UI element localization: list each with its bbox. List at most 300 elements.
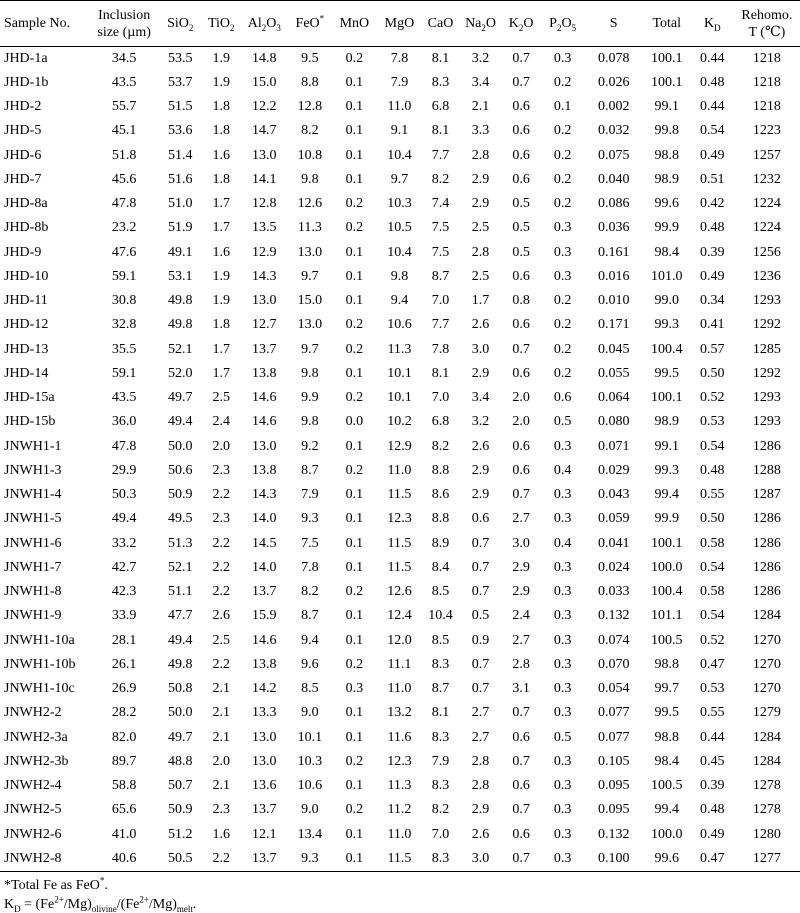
cell-mgo: 10.1: [387, 390, 412, 406]
cell-sample: JHD-8b: [4, 220, 49, 236]
cell-s: 0.024: [597, 559, 630, 575]
cell-cao: 8.3: [421, 847, 459, 871]
cell-rehomo-t: 1285: [752, 341, 781, 357]
cell-tio2: 2.2: [212, 535, 230, 551]
cell-al2o3: 12.7: [252, 317, 277, 333]
cell-feo: 9.2: [301, 438, 319, 454]
cell-sample: JNWH1-10c: [4, 681, 75, 697]
cell-rehomo-t: 1218: [752, 50, 781, 66]
cell-p2o5: 0.3: [553, 608, 572, 624]
cell-s: 0.132: [597, 826, 630, 842]
cell-na2o: 2.9: [471, 462, 490, 478]
cell-inclusion-size: 36.0: [111, 414, 137, 430]
cell-tio2: 1.9: [212, 293, 230, 309]
header-k2o-text2: O: [523, 16, 534, 31]
cell-s: 0.045: [597, 341, 630, 357]
cell-cao: 8.1: [431, 365, 450, 381]
cell-na2o: 3.2: [471, 414, 490, 430]
cell-cao: 10.4: [428, 608, 453, 624]
cell-feo: 9.0: [301, 802, 319, 818]
cell-total: 99.9: [654, 220, 679, 236]
cell-k2o: 2.9: [512, 559, 530, 575]
header-mgo: MgO: [377, 1, 421, 47]
cell-feo: 10.8: [297, 147, 323, 163]
cell-s: 0.077: [597, 705, 630, 721]
cell-p2o5: 0.3: [541, 847, 585, 871]
header-k2o: [502, 1, 541, 47]
cell-rehomo-t: 1284: [752, 608, 781, 624]
cell-na2o: 2.8: [471, 753, 490, 769]
cell-mgo: 12.9: [387, 438, 412, 454]
header-na2o: [460, 1, 502, 47]
cell-k2o: 0.7: [512, 341, 530, 357]
cell-inclusion-size: 82.0: [111, 729, 137, 745]
footnote-feo-sup: *: [99, 874, 105, 885]
cell-al2o3: 14.2: [252, 681, 277, 697]
cell-sio2: 51.3: [167, 535, 193, 551]
footnote-kd-mid2: /(Fe: [116, 896, 140, 912]
cell-sio2: 50.9: [167, 802, 193, 818]
header-p2o5-text2: O: [561, 16, 572, 31]
cell-sio2: 53.1: [167, 268, 193, 284]
cell-total: 98.8: [654, 729, 679, 745]
cell-kd: 0.52: [700, 390, 725, 406]
cell-tio2: 2.5: [212, 632, 230, 648]
cell-cao: 8.2: [431, 802, 450, 818]
cell-kd: 0.44: [700, 729, 725, 745]
cell-inclusion-size: 40.6: [90, 847, 158, 871]
cell-sio2: 50.9: [167, 487, 193, 503]
cell-al2o3: 13.0: [252, 293, 277, 309]
cell-kd: 0.45: [700, 753, 725, 769]
cell-k2o: 0.6: [512, 365, 530, 381]
footnote-kd-sup2: 2+: [139, 893, 149, 904]
cell-al2o3: 15.9: [252, 608, 277, 624]
cell-k2o: 0.7: [512, 74, 530, 90]
table-row: [0, 556, 800, 580]
cell-mno: 0.1: [345, 487, 364, 503]
cell-tio2: 2.4: [212, 414, 230, 430]
cell-p2o5: 0.5: [553, 414, 572, 430]
cell-feo: 15.0: [297, 293, 323, 309]
cell-mno: 0.2: [345, 656, 364, 672]
cell-na2o: 2.8: [471, 147, 490, 163]
cell-feo: 9.5: [301, 50, 319, 66]
cell-rehomo-t: 1292: [752, 317, 781, 333]
cell-mgo: 7.8: [390, 50, 409, 66]
table-row: [0, 410, 800, 434]
cell-k2o: 2.7: [512, 632, 530, 648]
cell-tio2: 2.2: [212, 559, 230, 575]
cell-tio2: 1.7: [212, 365, 230, 381]
cell-inclusion-size: 45.6: [111, 171, 137, 187]
cell-k2o: 2.9: [512, 584, 530, 600]
cell-s: 0.043: [597, 487, 630, 503]
header-p2o5-text: P: [549, 16, 557, 31]
cell-k2o: 0.6: [512, 171, 530, 187]
cell-mgo: 11.5: [387, 535, 412, 551]
cell-sample: JNWH2-4: [4, 778, 62, 794]
header-na2o-sub: 2: [481, 22, 486, 33]
cell-total: 101.0: [650, 268, 683, 284]
cell-rehomo-t: 1292: [752, 365, 781, 381]
cell-cao: 7.0: [431, 390, 450, 406]
table-row: [0, 823, 800, 847]
cell-sio2: 52.1: [167, 341, 193, 357]
cell-total: 99.3: [654, 462, 679, 478]
footnote-kd-end: .: [192, 896, 197, 912]
cell-mgo: 11.2: [387, 802, 412, 818]
cell-rehomo-t: 1223: [752, 123, 781, 139]
cell-s: 0.002: [597, 99, 630, 115]
header-al2o3-text2: O: [266, 16, 277, 31]
cell-cao: 7.9: [431, 753, 450, 769]
cell-rehomo-t: 1277: [734, 847, 800, 871]
cell-mgo: 10.5: [387, 220, 412, 236]
cell-kd: 0.47: [691, 847, 734, 871]
cell-total: 99.3: [654, 317, 679, 333]
cell-sio2: 53.5: [167, 50, 193, 66]
cell-al2o3: 14.1: [252, 171, 277, 187]
cell-inclusion-size: 47.8: [111, 438, 137, 454]
footnote-kd-mid: /Mg): [63, 896, 92, 912]
cell-feo: 9.9: [301, 390, 319, 406]
cell-inclusion-size: 33.9: [111, 608, 137, 624]
footnote-feo-end: .: [104, 877, 108, 893]
cell-inclusion-size: 43.5: [111, 390, 137, 406]
cell-mgo: 10.2: [387, 414, 412, 430]
cell-rehomo-t: 1224: [752, 220, 781, 236]
cell-sio2: 51.0: [167, 196, 193, 212]
cell-s: 0.095: [597, 778, 630, 794]
cell-mgo: 9.8: [390, 268, 409, 284]
cell-al2o3: 12.8: [252, 196, 277, 212]
cell-tio2: 1.7: [212, 196, 230, 212]
cell-feo: 8.2: [301, 584, 319, 600]
cell-sample: JNWH1-10a: [4, 632, 75, 648]
cell-inclusion-size: 34.5: [111, 50, 137, 66]
cell-s: 0.032: [597, 123, 630, 139]
cell-total: 98.8: [654, 147, 679, 163]
cell-sio2: 53.6: [167, 123, 193, 139]
cell-sample: JNWH2-2: [4, 705, 62, 721]
cell-sample: JHD-14: [4, 365, 49, 381]
header-feo: [288, 1, 331, 47]
cell-sio2: 50.6: [167, 462, 193, 478]
cell-inclusion-size: 59.1: [111, 268, 137, 284]
cell-al2o3: 14.0: [252, 511, 277, 527]
cell-tio2: 1.8: [212, 99, 230, 115]
cell-k2o: 3.0: [512, 535, 530, 551]
cell-feo: 7.9: [301, 487, 319, 503]
cell-k2o: 0.6: [512, 317, 530, 333]
cell-rehomo-t: 1286: [752, 584, 781, 600]
cell-al2o3: 13.0: [252, 147, 277, 163]
cell-tio2: 2.2: [212, 656, 230, 672]
footnote-kd-eq: = (Fe: [20, 896, 55, 912]
header-al2o3-sub1: 2: [261, 22, 267, 33]
cell-na2o: 2.5: [471, 220, 490, 236]
cell-mno: 0.1: [345, 705, 364, 721]
cell-total: 99.0: [654, 293, 679, 309]
footnote-kd-k: K: [4, 896, 15, 912]
table-row: [0, 47, 800, 71]
cell-tio2: 2.2: [202, 847, 240, 871]
cell-mgo: 12.3: [387, 753, 412, 769]
cell-sio2: 49.4: [167, 632, 193, 648]
cell-s: 0.059: [597, 511, 630, 527]
cell-cao: 7.4: [431, 196, 450, 212]
cell-total: 100.4: [650, 341, 683, 357]
cell-inclusion-size: 35.5: [111, 341, 137, 357]
header-mno: MnO: [331, 1, 377, 47]
cell-k2o: 0.5: [512, 220, 530, 236]
cell-total: 100.5: [650, 778, 683, 794]
cell-feo: 9.7: [301, 341, 319, 357]
cell-mno: 0.1: [345, 99, 364, 115]
cell-sample: JHD-9: [4, 244, 42, 260]
cell-sio2: 51.1: [167, 584, 193, 600]
cell-al2o3: 13.7: [252, 802, 277, 818]
cell-feo: 9.7: [301, 268, 319, 284]
cell-sample: JNWH2-8: [0, 847, 90, 871]
cell-kd: 0.34: [700, 293, 725, 309]
cell-mgo: 9.1: [390, 123, 409, 139]
cell-mgo: 11.0: [387, 826, 412, 842]
cell-cao: 8.7: [431, 681, 450, 697]
cell-total: 100.1: [650, 390, 683, 406]
cell-al2o3: 13.0: [252, 753, 277, 769]
cell-cao: 8.1: [431, 50, 450, 66]
cell-feo: 8.5: [301, 681, 319, 697]
cell-kd: 0.53: [700, 414, 725, 430]
cell-sio2: 48.8: [167, 753, 193, 769]
cell-tio2: 1.9: [212, 74, 230, 90]
cell-inclusion-size: 32.8: [111, 317, 137, 333]
cell-s: 0.070: [597, 656, 630, 672]
cell-kd: 0.48: [700, 220, 725, 236]
cell-tio2: 2.3: [212, 511, 230, 527]
cell-tio2: 2.3: [212, 462, 230, 478]
footnote-kd: [0, 893, 800, 913]
header-row: [0, 1, 800, 47]
cell-feo: 9.0: [301, 705, 319, 721]
cell-al2o3: 12.2: [252, 99, 277, 115]
cell-p2o5: 0.6: [553, 390, 572, 406]
cell-sio2: 50.5: [158, 847, 202, 871]
cell-mgo: 11.1: [387, 656, 412, 672]
table-row: [0, 119, 800, 143]
cell-kd: 0.54: [700, 123, 725, 139]
table-row: [0, 265, 800, 289]
cell-p2o5: 0.4: [553, 535, 572, 551]
cell-feo: 13.0: [297, 317, 323, 333]
cell-feo: 7.8: [301, 559, 319, 575]
cell-mno: 0.1: [345, 268, 364, 284]
cell-total: 98.8: [654, 656, 679, 672]
cell-inclusion-size: 51.8: [111, 147, 137, 163]
cell-p2o5: 0.2: [553, 317, 572, 333]
cell-k2o: 0.7: [512, 753, 530, 769]
cell-k2o: 2.4: [512, 608, 530, 624]
cell-al2o3: 14.6: [252, 632, 277, 648]
cell-k2o: 0.8: [512, 293, 530, 309]
cell-al2o3: 13.0: [252, 438, 277, 454]
table-row: [0, 289, 800, 313]
cell-total: 100.0: [650, 826, 683, 842]
cell-inclusion-size: 58.8: [111, 778, 137, 794]
cell-p2o5: 0.2: [553, 171, 572, 187]
cell-mgo: 10.6: [387, 317, 412, 333]
cell-cao: 8.9: [431, 535, 450, 551]
cell-na2o: 2.8: [471, 244, 490, 260]
cell-cao: 7.5: [431, 220, 450, 236]
cell-sample: JNWH2-3a: [4, 729, 68, 745]
cell-feo: 10.6: [297, 778, 323, 794]
cell-mgo: 11.0: [387, 462, 412, 478]
footnote-feo: [0, 874, 800, 894]
cell-na2o: 0.6: [471, 511, 490, 527]
cell-mno: 0.1: [331, 847, 377, 871]
cell-rehomo-t: 1279: [752, 705, 781, 721]
table-row: [0, 192, 800, 216]
header-p2o5-sub1: 2: [556, 22, 562, 33]
cell-s: 0.074: [597, 632, 630, 648]
cell-sio2: 50.0: [167, 705, 193, 721]
cell-rehomo-t: 1224: [752, 196, 781, 212]
cell-cao: 7.7: [431, 317, 450, 333]
cell-s: 0.171: [597, 317, 630, 333]
cell-al2o3: 14.3: [252, 487, 277, 503]
cell-sio2: 49.8: [167, 656, 193, 672]
footnote-kd-sup1: 2+: [54, 893, 64, 904]
cell-inclusion-size: 42.3: [111, 584, 137, 600]
cell-feo: 12.8: [297, 99, 323, 115]
cell-rehomo-t: 1257: [752, 147, 781, 163]
cell-al2o3: 14.6: [252, 390, 277, 406]
cell-tio2: 1.8: [212, 317, 230, 333]
cell-tio2: 1.9: [212, 50, 230, 66]
cell-feo: 9.8: [301, 171, 319, 187]
cell-rehomo-t: 1232: [752, 171, 781, 187]
cell-al2o3: 13.6: [252, 778, 277, 794]
header-k2o-sub: 2: [518, 22, 524, 33]
cell-sample: JHD-6: [4, 147, 42, 163]
cell-rehomo-t: 1278: [752, 778, 781, 794]
header-rehomo-t: [734, 1, 800, 47]
cell-sio2: 50.0: [167, 438, 193, 454]
table-row: [0, 216, 800, 240]
header-tio2-sub: 2: [230, 22, 235, 33]
cell-na2o: 0.7: [471, 584, 490, 600]
cell-feo: 8.7: [301, 608, 319, 624]
cell-feo: 13.0: [297, 244, 323, 260]
cell-sample: JHD-13: [4, 341, 49, 357]
cell-feo: 9.6: [301, 656, 319, 672]
cell-kd: 0.39: [700, 244, 725, 260]
cell-inclusion-size: 28.1: [111, 632, 137, 648]
cell-rehomo-t: 1256: [752, 244, 781, 260]
cell-inclusion-size: 29.9: [111, 462, 137, 478]
header-sio2-sub: 2: [188, 22, 194, 33]
cell-sample: JHD-5: [4, 123, 42, 139]
cell-s: 0.033: [597, 584, 630, 600]
header-sio2: [158, 1, 202, 47]
cell-k2o: 0.7: [512, 802, 530, 818]
cell-sio2: 49.8: [167, 317, 193, 333]
cell-cao: 8.4: [431, 559, 450, 575]
header-rehomo-line2: T (℃): [748, 24, 786, 40]
cell-total: 98.4: [654, 244, 679, 260]
cell-kd: 0.47: [700, 656, 725, 672]
cell-sio2: 47.7: [167, 608, 193, 624]
cell-cao: 8.6: [431, 487, 450, 503]
header-k2o-text: K: [508, 16, 519, 31]
cell-p2o5: 0.3: [553, 584, 572, 600]
table-row: [0, 71, 800, 95]
cell-na2o: 0.5: [471, 608, 490, 624]
table-row: [0, 847, 800, 871]
cell-k2o: 0.6: [512, 778, 530, 794]
cell-inclusion-size: 41.0: [111, 826, 137, 842]
cell-mgo: 10.4: [387, 244, 412, 260]
cell-mno: 0.1: [345, 147, 364, 163]
cell-feo: 7.5: [301, 535, 319, 551]
header-inclusion-line2: size (µm): [97, 24, 151, 40]
cell-mno: 0.1: [345, 171, 364, 187]
cell-mgo: 10.1: [387, 365, 412, 381]
cell-mno: 0.1: [345, 293, 364, 309]
cell-total: 99.4: [654, 487, 679, 503]
header-kd-sub: D: [714, 22, 721, 33]
cell-sample: JNWH1-4: [4, 487, 62, 503]
cell-total: 99.8: [654, 123, 679, 139]
cell-p2o5: 0.3: [553, 438, 572, 454]
cell-total: 99.1: [654, 438, 679, 454]
cell-kd: 0.39: [700, 778, 725, 794]
header-feo-text: FeO: [295, 16, 320, 31]
cell-kd: 0.51: [700, 171, 725, 187]
cell-mno: 0.2: [345, 390, 364, 406]
cell-mno: 0.1: [345, 608, 364, 624]
header-inclusion-line1: Inclusion: [98, 7, 151, 23]
cell-total: 101.1: [650, 608, 683, 624]
cell-k2o: 0.5: [512, 244, 530, 260]
cell-na2o: 2.8: [471, 778, 490, 794]
cell-cao: 8.8: [431, 462, 450, 478]
cell-total: 98.9: [654, 171, 679, 187]
cell-total: 98.4: [654, 753, 679, 769]
cell-mgo: 12.6: [387, 584, 412, 600]
table-row: [0, 483, 800, 507]
cell-kd: 0.50: [700, 365, 725, 381]
cell-al2o3: 13.0: [252, 729, 277, 745]
cell-k2o: 2.0: [512, 414, 530, 430]
cell-na2o: 2.1: [471, 99, 490, 115]
cell-mgo: 10.3: [387, 196, 412, 212]
cell-rehomo-t: 1293: [752, 414, 781, 430]
cell-feo: 8.7: [301, 462, 319, 478]
cell-s: 0.095: [597, 802, 630, 818]
cell-mno: 0.2: [345, 341, 364, 357]
cell-mno: 0.2: [345, 317, 364, 333]
cell-sample: JHD-1a: [4, 50, 48, 66]
table-row: [0, 604, 800, 628]
table-row: [0, 532, 800, 556]
cell-p2o5: 0.1: [553, 99, 572, 115]
cell-cao: 7.7: [431, 147, 450, 163]
cell-cao: 8.2: [431, 438, 450, 454]
